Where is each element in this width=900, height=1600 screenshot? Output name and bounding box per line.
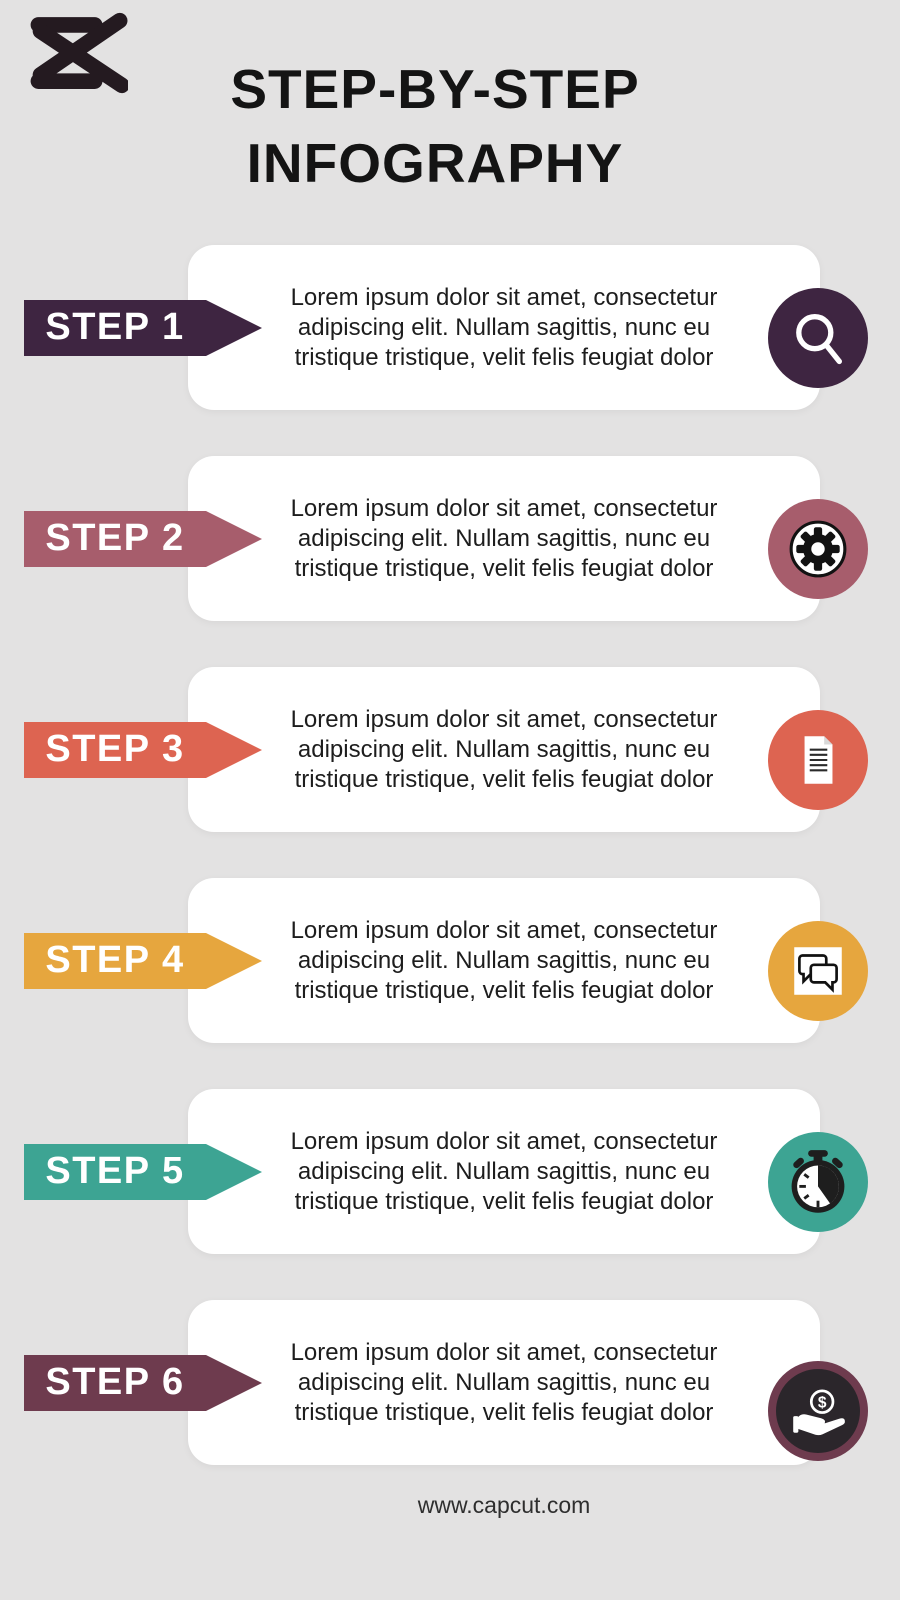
step-card: [188, 245, 820, 410]
step-arrow-banner: [24, 722, 206, 778]
step-arrow-banner: [24, 1144, 206, 1200]
step-row: [0, 1089, 900, 1254]
svg-text:$: $: [817, 1393, 827, 1411]
step-icon-circle: [768, 288, 868, 388]
footer-url: www.capcut.com: [417, 1492, 591, 1518]
document-icon: [787, 729, 849, 791]
step-row: [0, 667, 900, 832]
step-label: STEP 3: [45, 728, 185, 770]
step-arrow-banner: [24, 1355, 206, 1411]
step-arrow-tip-icon: [206, 300, 262, 356]
step-row: [0, 1300, 900, 1465]
step-icon-circle: [768, 1132, 868, 1232]
page-title: [0, 52, 870, 200]
step-row: [0, 878, 900, 1043]
step-label: STEP 1: [45, 306, 185, 348]
step-body-text: Lorem ipsum dolor sit amet, consectetur adipiscing elit. Nullam sagittis, nunc eu tristique tristique, velit felis feugiat dolor: [290, 1338, 718, 1426]
steps-list: [0, 245, 900, 1511]
title-line-2: INFOGRAPHY: [246, 132, 624, 194]
stopwatch-icon: [785, 1149, 851, 1215]
step-body-text: Lorem ipsum dolor sit amet, consectetur adipiscing elit. Nullam sagittis, nunc eu tristique tristique, velit felis feugiat dolor: [290, 1127, 718, 1215]
step-label: STEP 5: [45, 1150, 185, 1192]
step-card: [188, 1300, 820, 1465]
step-card: [188, 456, 820, 621]
step-row: [0, 245, 900, 410]
step-card: [188, 667, 820, 832]
step-arrow-banner: [24, 933, 206, 989]
step-arrow-tip-icon: [206, 1355, 262, 1411]
step-body-text: Lorem ipsum dolor sit amet, consectetur adipiscing elit. Nullam sagittis, nunc eu tristique tristique, velit felis feugiat dolor: [290, 916, 718, 1004]
step-arrow-tip-icon: [206, 1144, 262, 1200]
step-row: [0, 456, 900, 621]
step-icon-circle: [768, 1361, 868, 1461]
step-label: STEP 2: [45, 517, 185, 559]
step-label: STEP 6: [45, 1361, 185, 1403]
chat-bubbles-icon: [787, 940, 849, 1002]
search-icon: [786, 306, 850, 370]
step-arrow-banner: [24, 511, 206, 567]
step-card: [188, 878, 820, 1043]
step-arrow-tip-icon: [206, 722, 262, 778]
money-hand-icon: [787, 1380, 849, 1442]
gear-icon: [787, 518, 849, 580]
step-card: [188, 1089, 820, 1254]
step-icon-circle: [768, 921, 868, 1021]
title-line-1: STEP-BY-STEP: [230, 58, 640, 120]
step-icon-circle: [768, 499, 868, 599]
step-body-text: Lorem ipsum dolor sit amet, consectetur adipiscing elit. Nullam sagittis, nunc eu tristique tristique, velit felis feugiat dolor: [290, 705, 718, 793]
step-arrow-tip-icon: [206, 933, 262, 989]
step-body-text: Lorem ipsum dolor sit amet, consectetur adipiscing elit. Nullam sagittis, nunc eu tristique tristique, velit felis feugiat dolor: [290, 283, 718, 371]
step-body-text: Lorem ipsum dolor sit amet, consectetur adipiscing elit. Nullam sagittis, nunc eu tristique tristique, velit felis feugiat dolor: [290, 494, 718, 582]
step-arrow-banner: [24, 300, 206, 356]
step-label: STEP 4: [45, 939, 185, 981]
step-arrow-tip-icon: [206, 511, 262, 567]
step-icon-circle: [768, 710, 868, 810]
